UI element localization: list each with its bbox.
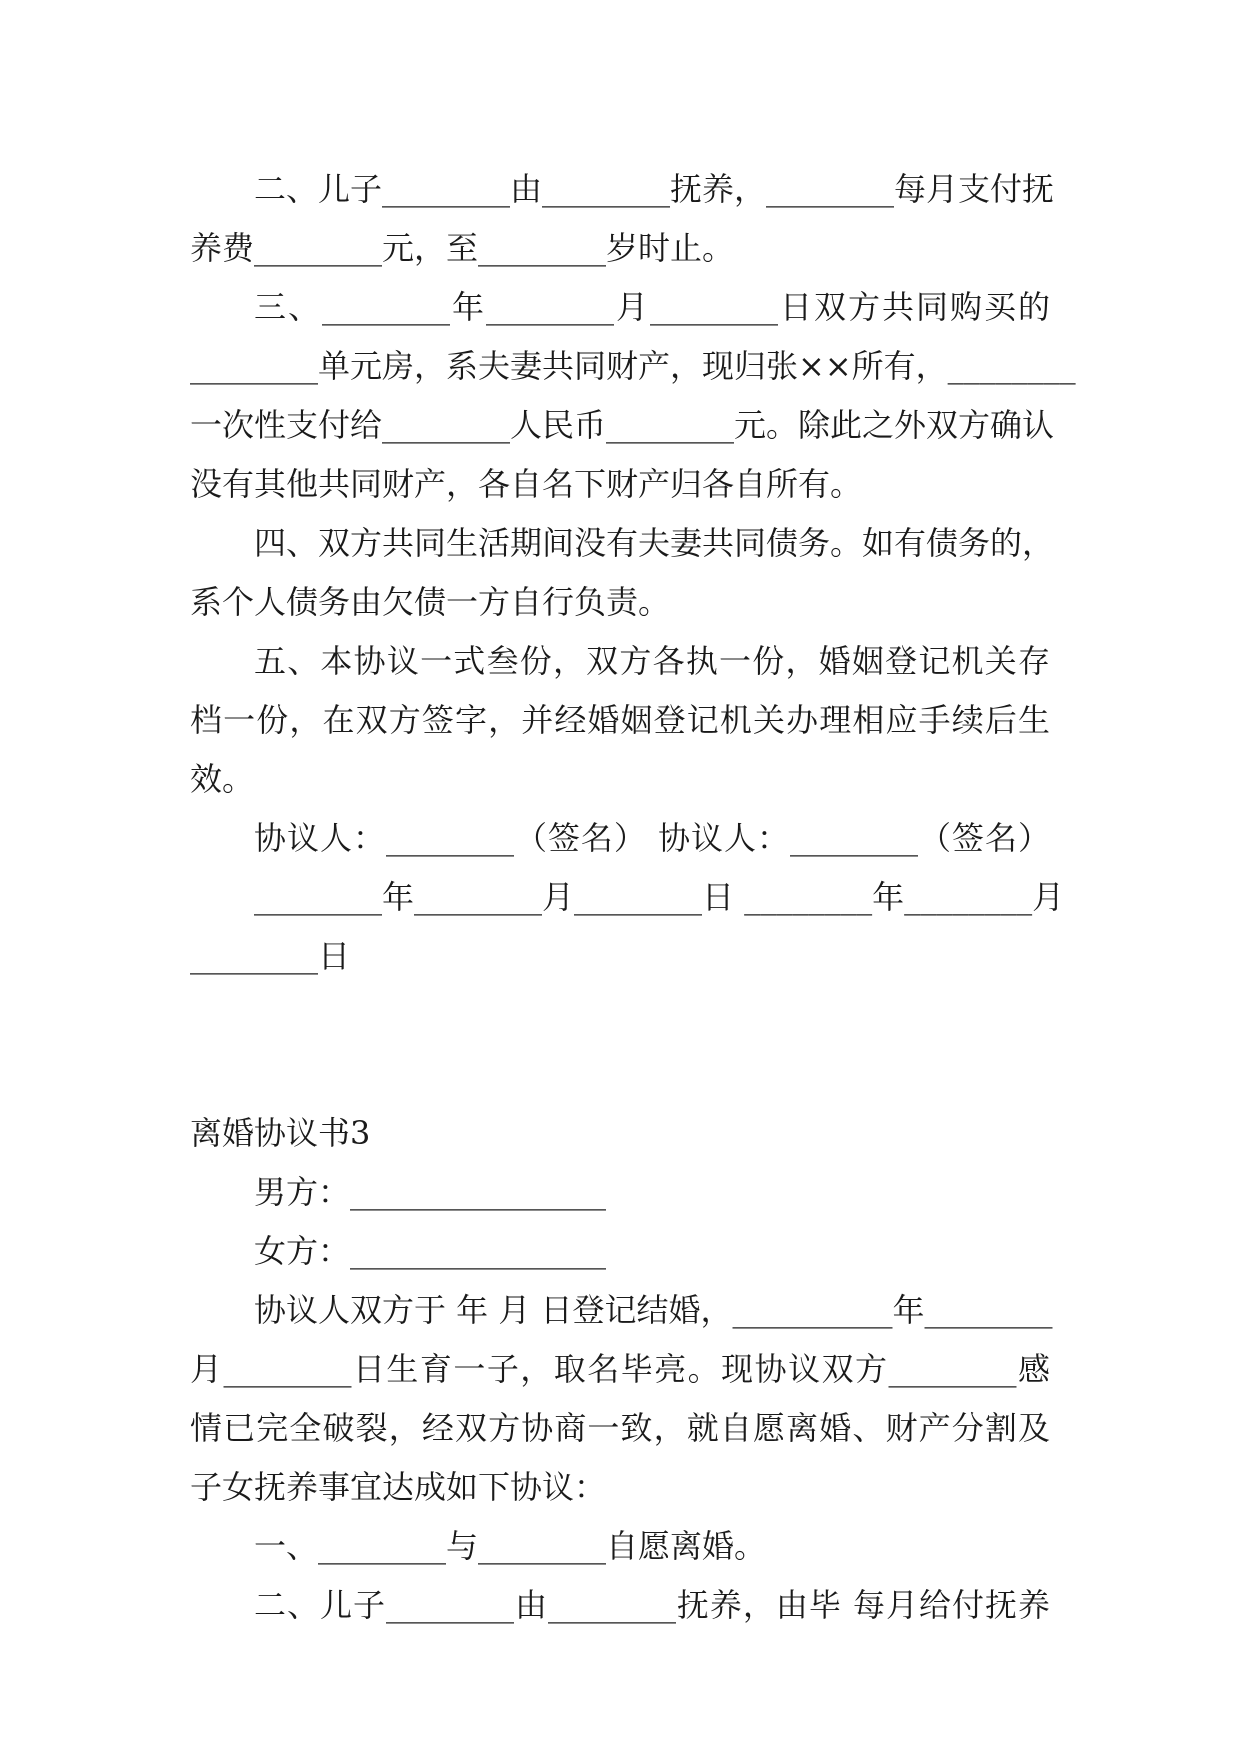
paragraph-line: 二、儿子________由________抚养，由毕 每月给付抚养 bbox=[254, 1586, 1050, 1624]
field-female: 女方：________________ bbox=[254, 1232, 607, 1270]
date-line: ________年________月________日 ________年________月 bbox=[254, 878, 1065, 916]
date-line: ________日 bbox=[190, 937, 351, 975]
paragraph-line: 月________日生育一子，取名毕亮。现协议双方________感 bbox=[190, 1350, 1050, 1388]
paragraph-line: 一次性支付给________人民币________元。除此之外双方确认 bbox=[190, 406, 1055, 444]
paragraph-line: 系个人债务由欠债一方自行负责。 bbox=[190, 583, 671, 621]
signature-line: 协议人：________（签名） 协议人：________（签名） bbox=[254, 819, 1050, 857]
section-title: 离婚协议书3 bbox=[190, 1114, 371, 1152]
paragraph-line: 五、本协议一式叁份，双方各执一份，婚姻登记机关存 bbox=[254, 642, 1050, 680]
paragraph-line: 协议人双方于 年 月 日登记结婚，__________年________ bbox=[254, 1291, 1053, 1329]
paragraph-line: 情已完全破裂，经双方协商一致，就自愿离婚、财产分割及 bbox=[190, 1409, 1050, 1447]
section-gap bbox=[190, 986, 1050, 1104]
paragraph-line: 没有其他共同财产，各自名下财产归各自所有。 bbox=[190, 465, 863, 503]
paragraph-line: 一、________与________自愿离婚。 bbox=[254, 1527, 767, 1565]
paragraph-line: 档一份，在双方签字，并经婚姻登记机关办理相应手续后生 bbox=[190, 701, 1050, 739]
paragraph-line: 效。 bbox=[190, 760, 255, 798]
paragraph-line: 二、儿子________由________抚养，________每月支付抚 bbox=[254, 170, 1055, 208]
paragraph-line: ________单元房，系夫妻共同财产，现归张××所有，________ bbox=[190, 347, 1076, 385]
paragraph-line: 子女抚养事宜达成如下协议： bbox=[190, 1468, 607, 1506]
paragraph-line: 四、双方共同生活期间没有夫妻共同债务。如有债务的， bbox=[254, 524, 1055, 562]
paragraph-line: 养费________元，至________岁时止。 bbox=[190, 229, 735, 267]
document-page bbox=[190, 160, 1076, 1635]
paragraph-line: 三、________年________月________日双方共同购买的 bbox=[254, 288, 1050, 326]
field-male: 男方：________________ bbox=[254, 1173, 607, 1211]
